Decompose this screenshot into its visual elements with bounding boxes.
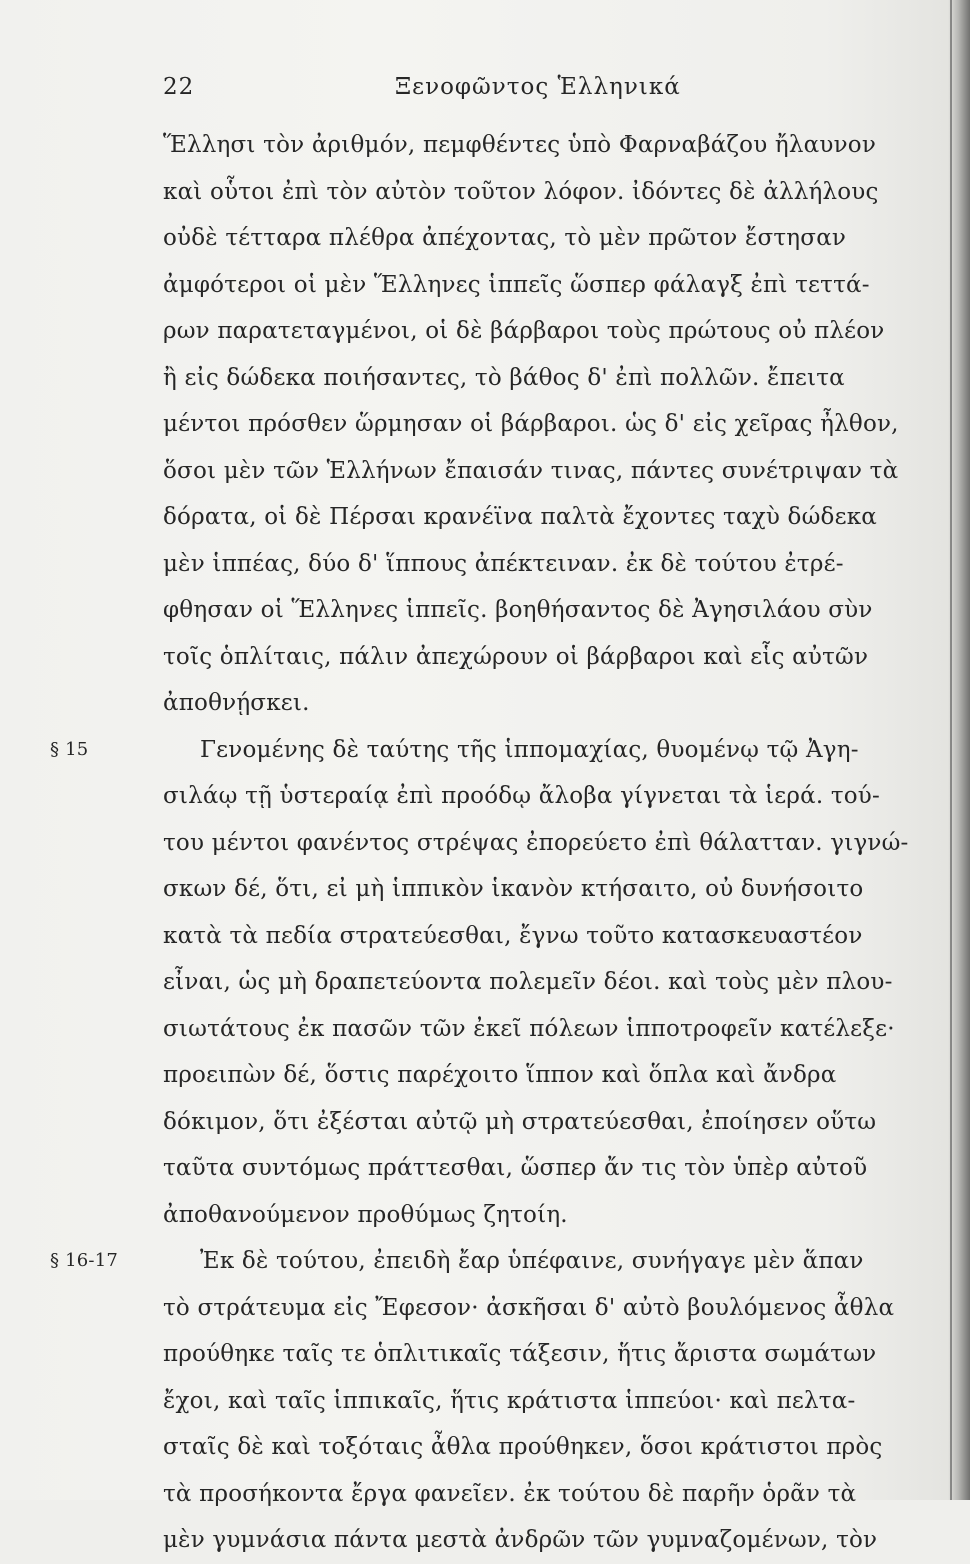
text-line	[163, 866, 915, 913]
line-text: τὰ προσήκοντα ἔργα φανεῖεν. ἐκ τούτου δὲ παρῆν ὁρᾶν τὰ	[163, 1480, 857, 1507]
line-text: ρων παρατεταγμένοι, οἱ δὲ βάρβαροι τοὺς πρώτους οὐ πλέον	[163, 318, 885, 344]
page-number: 22	[163, 74, 195, 100]
body-text	[50, 122, 915, 1564]
line-text: δόρατα, οἱ δὲ Πέρσαι κρανέϊνα παλτὰ ἔχοντες ταχὺ δώδεκα	[163, 504, 878, 530]
text-line	[163, 959, 915, 1006]
text-line	[163, 1285, 915, 1332]
line-text: ὅσοι μὲν τῶν Ἑλλήνων ἔπαισάν τινας, πάντες συνέτριψαν τὰ	[163, 457, 899, 484]
text-line	[50, 1238, 915, 1285]
text-line	[50, 727, 915, 774]
section-reference: § 16-17	[50, 1250, 119, 1271]
line-text: σιλάῳ τῇ ὑστεραίᾳ ἐπὶ προόδῳ ἄλοβα γίγνεται τὰ ἱερά. τού-	[163, 783, 880, 809]
line-text: δόκιμον, ὅτι ἐξέσται αὐτῷ μὴ στρατεύεσθαι, ἐποίησεν οὕτω	[163, 1108, 877, 1135]
line-text: εἶναι, ὡς μὴ δραπετεύοντα πολεμεῖν δέοι. καὶ τοὺς μὲν πλου-	[163, 969, 893, 995]
text-line	[163, 773, 915, 820]
text-line	[163, 1378, 915, 1425]
text-line	[163, 541, 915, 588]
text-line	[163, 401, 915, 448]
line-text: ἔχοι, καὶ ταῖς ἱππικαῖς, ἥτις κράτιστα ἱππεύοι· καὶ πελτα-	[163, 1387, 856, 1414]
line-text: προύθηκε ταῖς τε ὁπλιτικαῖς τάξεσιν, ἥτις ἄριστα σωμάτων	[163, 1341, 877, 1367]
text-line	[163, 913, 915, 960]
text-line	[163, 1006, 915, 1053]
line-text: Ἐκ δὲ τούτου, ἐπειδὴ ἔαρ ὑπέφαινε, συνήγαγε μὲν ἅπαν	[200, 1248, 864, 1274]
text-line	[163, 494, 915, 541]
text-line	[163, 448, 915, 495]
line-text: Ἕλλησι τὸν ἀριθμόν, πεμφθέντες ὑπὸ Φαρναβάζου ἤλαυνον	[163, 132, 876, 158]
line-text: τοῖς ὁπλίταις, πάλιν ἀπεχώρουν οἱ βάρβαροι καὶ εἷς αὐτῶν	[163, 643, 869, 670]
running-head	[163, 74, 723, 110]
line-text: καὶ οὗτοι ἐπὶ τὸν αὐτὸν τοῦτον λόφον. ἰδόντες δὲ ἀλλήλους	[163, 178, 879, 205]
section-reference: § 15	[50, 738, 89, 760]
line-text: μέντοι πρόσθεν ὥρμησαν οἱ βάρβαροι. ὡς δ' εἰς χεῖρας ἦλθον,	[163, 411, 899, 437]
text-line	[163, 1331, 915, 1378]
text-line	[163, 587, 915, 634]
line-text: ἢ εἰς δώδεκα ποιήσαντες, τὸ βάθος δ' ἐπὶ πολλῶν. ἔπειτα	[163, 364, 845, 391]
line-text: ἀποθνῄσκει.	[163, 690, 310, 716]
line-text: ἀποθανούμενον προθύμως ζητοίη.	[163, 1201, 568, 1228]
line-text: σκων δέ, ὅτι, εἰ μὴ ἱππικὸν ἱκανὸν κτήσαιτο, οὐ δυνήσοιτο	[163, 876, 864, 902]
line-text: Γενομένης δὲ ταύτης τῆς ἱππομαχίας, θυομένῳ τῷ Ἀγη-	[200, 736, 859, 763]
text-line	[163, 1192, 915, 1239]
line-text: ταῦτα συντόμως πράττεσθαι, ὥσπερ ἄν τις τὸν ὑπὲρ αὐτοῦ	[163, 1155, 868, 1181]
running-title: Ξενοφῶντος Ἑλληνικά	[395, 74, 681, 100]
text-line	[163, 820, 915, 867]
line-text: σταῖς δὲ καὶ τοξόταις ἆθλα προύθηκεν, ὅσοι κράτιστοι πρὸς	[163, 1434, 883, 1460]
line-text: τὸ στράτευμα εἰς Ἔφεσον· ἀσκῆσαι δ' αὐτὸ βουλόμενος ἆθλα	[163, 1294, 895, 1321]
line-text: φθησαν οἱ Ἕλληνες ἱππεῖς. βοηθήσαντος δὲ Ἀγησιλάου σὺν	[163, 597, 873, 623]
line-text: του μέντοι φανέντος στρέψας ἐπορεύετο ἐπὶ θάλατταν. γιγνώ-	[163, 829, 909, 856]
line-text: μὲν γυμνάσια πάντα μεστὰ ἀνδρῶν τῶν γυμναζομένων, τὸν	[163, 1527, 878, 1553]
line-text: ἀμφότεροι οἱ μὲν Ἕλληνες ἱππεῖς ὥσπερ φάλαγξ ἐπὶ τεττά-	[163, 271, 870, 298]
line-text: κατὰ τὰ πεδία στρατεύεσθαι, ἔγνω τοῦτο κατασκευαστέον	[163, 922, 863, 949]
text-line	[163, 122, 915, 169]
line-text: σιωτάτους ἐκ πασῶν τῶν ἐκεῖ πόλεων ἱπποτροφεῖν κατέλεξε·	[163, 1015, 895, 1042]
text-line	[163, 1471, 915, 1518]
text-line	[163, 1052, 915, 1099]
text-line	[163, 1099, 915, 1146]
line-text: μὲν ἱππέας, δύο δ' ἵππους ἀπέκτειναν. ἐκ δὲ τούτου ἐτρέ-	[163, 550, 844, 577]
text-line	[163, 1424, 915, 1471]
text-line	[163, 262, 915, 309]
text-line	[163, 634, 915, 681]
text-line	[163, 169, 915, 216]
line-text: οὐδὲ τέτταρα πλέθρα ἀπέχοντας, τὸ μὲν πρῶτον ἔστησαν	[163, 225, 847, 251]
text-line	[163, 1145, 915, 1192]
text-line	[163, 1517, 915, 1564]
line-text: προειπὼν δέ, ὅστις παρέχοιτο ἵππον καὶ ὅπλα καὶ ἄνδρα	[163, 1062, 837, 1088]
text-line	[163, 680, 915, 727]
page-edge-line	[950, 0, 952, 1500]
text-line	[163, 308, 915, 355]
text-line	[163, 215, 915, 262]
text-line	[163, 355, 915, 402]
